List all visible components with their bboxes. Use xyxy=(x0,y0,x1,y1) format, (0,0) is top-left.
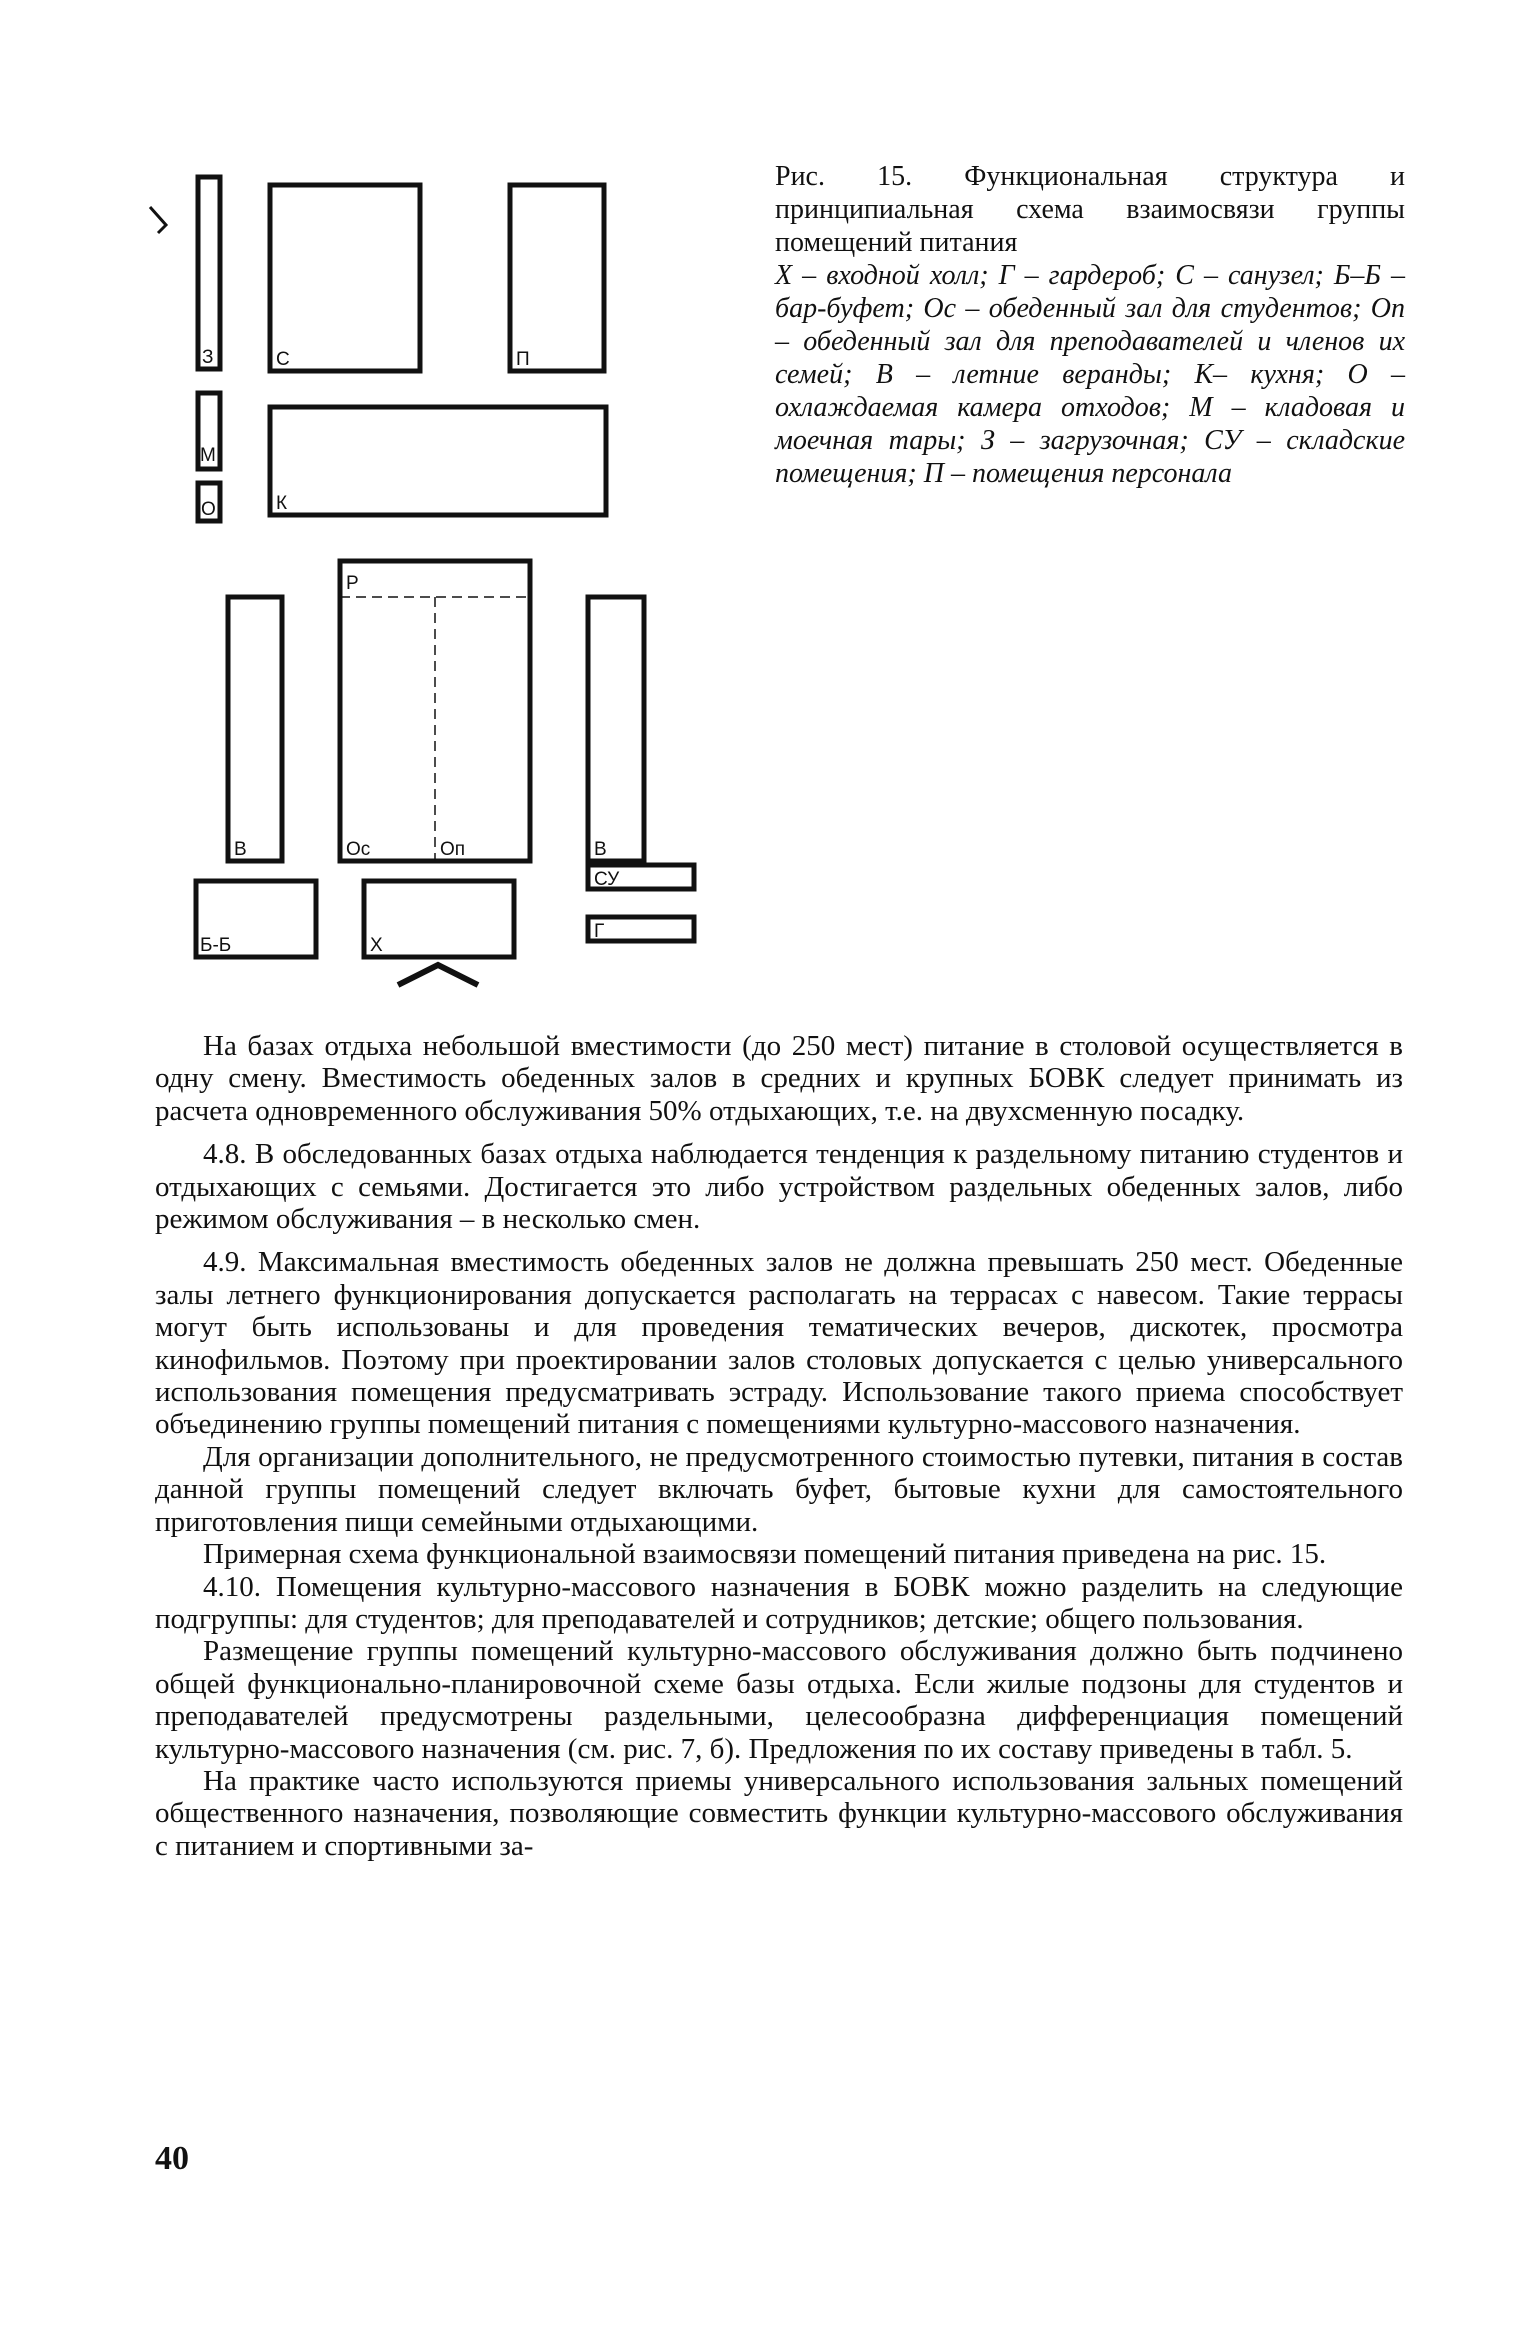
paragraph: На практике часто используются приемы универсального использования зальных помещений общественного назначения, позволяющие совместить функции культурно-массового обслуживания с питанием и спортивными за- xyxy=(155,1764,1403,1862)
paragraph: Примерная схема функциональной взаимосвязи помещений питания приведена на рис. 15. xyxy=(203,1538,1327,1571)
block-r-label: Р xyxy=(346,573,359,594)
paragraph: На базах отдыха небольшой вместимости (до 250 мест) питание в столовой осуществляется в одну смену. Вместимость обеденных залов в средних и крупных БОВК следует принимать из расчета одновременного обслуживания 50% отдыхающих, т.е. на двухсменную посадку. xyxy=(155,1030,1403,1127)
paragraph: Для организации дополнительного, не предусмотренного стоимостью путевки, питания в состав данной группы помещений следует включать буфет, бытовые кухни для самостоятельного приготовления пищи семейными отдыхающими. xyxy=(155,1440,1403,1538)
block-o-label: О xyxy=(201,499,216,520)
block-v-left xyxy=(228,597,282,861)
block-m-label: М xyxy=(200,445,216,466)
block-s xyxy=(270,185,420,371)
block-p xyxy=(510,185,604,371)
block-op-label: Оп xyxy=(440,839,466,860)
paragraph: 4.9. Максимальная вместимость обеденных залов не должна превышать 250 мест. Обеденные залы летнего функционирования допускается располагать на террасах с навесом. Такие террасы могут быть использованы и для проведения тематических вечеров, дискотек, просмотра кинофильмов. Поэтому при проектировании залов столовых допускается с целью универсального использования помещения предусматривать эстраду. Использование такого приема способствует объединению группы помещений питания с помещениями культурно-массового назначения. xyxy=(155,1246,1403,1441)
block-su-label: СУ xyxy=(594,869,620,890)
block-x-label: Х xyxy=(370,935,383,956)
block-g-label: Г xyxy=(594,921,605,942)
block-v-right xyxy=(588,597,644,861)
scheme-svg xyxy=(140,165,700,1005)
figure-caption-lead: Рис. 15. Функциональная структура и принципиальная схема взаимосвязи группы помещений питания xyxy=(775,161,1405,258)
block-v-left-label: В xyxy=(234,839,247,860)
block-k-label: К xyxy=(276,493,288,514)
paragraph: Размещение группы помещений культурно-массового обслуживания должно быть подчинено общей функционально-планировочной схеме базы отдыха. Если жилые подзоны для студентов и преподавателей предусмотрены раздельными, целесообразна дифференциация помещений культурно-массового назначения (см. рис. 7, б). Предложения по их составу приведены в табл. 5. xyxy=(155,1635,1403,1765)
body-text xyxy=(155,1030,1403,1862)
figure-legend: Х – входной холл; Г – гардероб; С – санузел; Б–Б – бар-буфет; Ос – обеденный зал для студентов; Оп – обеденный зал для преподавателей и членов их семей; В – летние веранды; К– кухня; О – охлаждаемая камера отходов; М – кладовая и моечная тары; З – загрузочная; СУ – складские помещения; П – помещения персонала xyxy=(775,260,1405,489)
functional-scheme-diagram xyxy=(140,165,700,1005)
block-bb-label: Б-Б xyxy=(200,935,232,956)
entry-arrow-icon xyxy=(150,207,166,233)
figure-caption xyxy=(775,160,1405,490)
entrance-chevron-icon xyxy=(398,965,478,985)
block-k xyxy=(270,407,606,515)
block-p-label: П xyxy=(516,349,530,370)
block-os-label: Ос xyxy=(346,839,371,860)
page-number: 40 xyxy=(155,2140,189,2177)
paragraph: 4.10. Помещения культурно-массового назначения в БОВК можно разделить на следующие подгруппы: для студентов; для преподавателей и сотрудников; детские; общего пользования. xyxy=(155,1570,1403,1635)
block-z xyxy=(198,177,220,369)
block-z-label: З xyxy=(202,347,214,368)
block-x xyxy=(364,881,514,957)
block-v-right-label: В xyxy=(594,839,607,860)
block-s-label: С xyxy=(276,349,290,370)
paragraph: 4.8. В обследованных базах отдыха наблюдается тенденция к раздельному питанию студентов и отдыхающих с семьями. Достигается это либо устройством раздельных обеденных залов, либо режимом обслуживания – в несколько смен. xyxy=(155,1138,1403,1236)
